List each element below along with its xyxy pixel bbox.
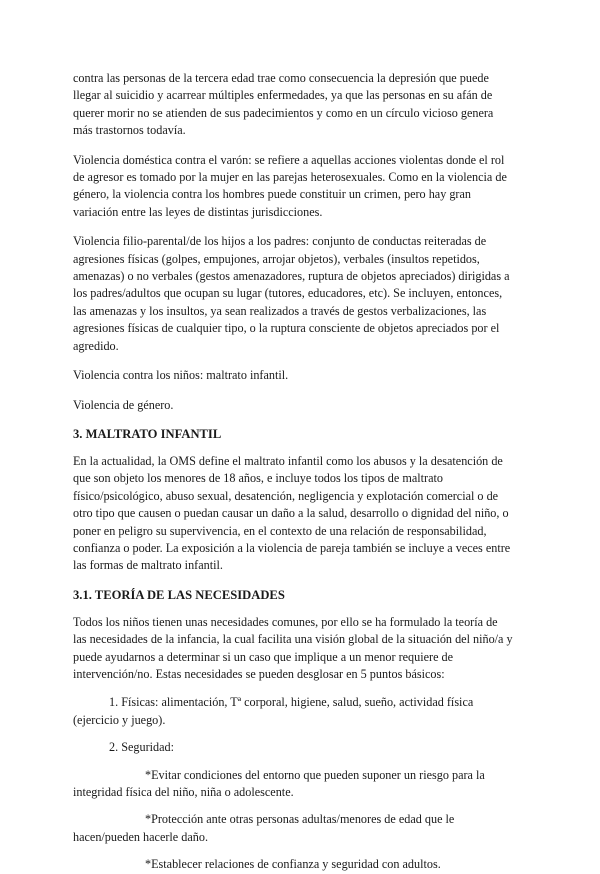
- paragraph-elderly-violence: contra las personas de la tercera edad trae como consecuencia la depresión que puede llegar al suicidio y acarrear múltiples enfermedades, ya que las personas en su afán de querer morir no se atienden de sus padecimientos y como en un círculo vicioso genera más trastornos todavía.: [73, 71, 494, 138]
- paragraph-gender-violence: Violencia de género.: [73, 397, 174, 412]
- list-item-fisicas: 1. Físicas: alimentación, Tª corporal, higiene, salud, sueño, actividad física (ejercicio y juego).: [73, 695, 474, 727]
- paragraph-needs-intro: Todos los niños tienen unas necesidades comunes, por ello se ha formulado la teoría de las necesidades de la infancia, la cual facilita una visión global de la situación del niño/a y puede ayudarnos a determinar si un caso que implique a un menor requiere de intervención/no. Estas necesidades se pueden desglosar en 5 puntos básicos:: [73, 614, 513, 681]
- heading-teoria-necesidades: 3.1. TEORÍA DE LAS NECESIDADES: [73, 587, 285, 602]
- sublist-item-confianza: *Establecer relaciones de confianza y seguridad con adultos.: [145, 857, 441, 872]
- paragraph-filio-parental-violence: Violencia filio-parental/de los hijos a los padres: conjunto de conductas reiteradas de agresiones físicas (golpes, empujones, arrojar objetos), verbales (insultos repetidos, amenazas) o no verbales (gestos amenazadores, ruptura de objetos apreciados) dirigidas a los padres/adultos que ocupan su lugar (tutores, educadores, etc). Se incluyen, entonces, las amenazas y los insultos, ya sean realizados a través de gestos verbalizaciones, las agresiones físicas de cualquier tipo, o la ruptura consciente de objetos apreciados por el agredido.: [73, 234, 510, 353]
- list-item-seguridad: 2. Seguridad:: [109, 740, 174, 755]
- heading-maltrato-infantil: 3. MALTRATO INFANTIL: [73, 426, 222, 441]
- paragraph-oms-definition: En la actualidad, la OMS define el maltrato infantil como los abusos y la desatención de que son objeto los menores de 18 años, e incluye todos los tipos de maltrato físico/psicológico, abuso sexual, desatención, negligencia y explotación comercial o de otro tipo que causen o puedan causar un daño a la salud, desarrollo o dignidad del niño, o poner en peligro su supervivencia, en el contexto de una relación de responsabilidad, confianza o poder. La exposición a la violencia de pareja también se incluye a veces entre las formas de maltrato infantil.: [73, 453, 511, 573]
- sublist-item-entorno: *Evitar condiciones del entorno que pueden suponer un riesgo para la integridad física del niño, niña o adolescente.: [73, 767, 485, 799]
- paragraph-violence-children: Violencia contra los niños: maltrato infantil.: [73, 368, 289, 383]
- sublist-item-proteccion: *Protección ante otras personas adultas/menores de edad que le hacen/pueden hacerle daño.: [73, 812, 455, 844]
- paragraph-domestic-violence-male: Violencia doméstica contra el varón: se refiere a aquellas acciones violentas donde el rol de agresor es tomado por la mujer en las parejas heterosexuales. Como en la violencia de género, la violencia contra los hombres puede constituir un crimen, pero hay gran variación entre las leyes de distintas jurisdicciones.: [73, 152, 507, 219]
